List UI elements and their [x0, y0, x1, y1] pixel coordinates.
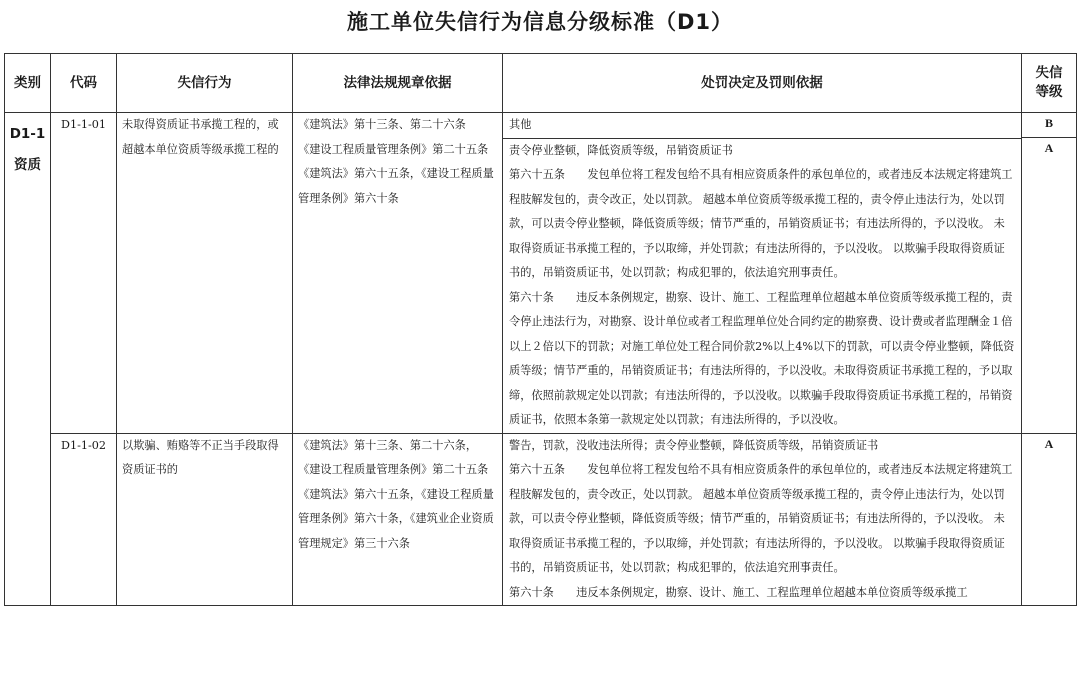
basis-line: 《建筑法》第十三条、第二十六条， [298, 438, 478, 452]
header-level-line2: 等级 [1035, 84, 1063, 100]
penalty-main [503, 139, 1021, 433]
table-row [5, 113, 1077, 434]
header-behavior: 失信行为 [117, 54, 293, 113]
level-badge: A [1044, 436, 1054, 451]
row-penalty [503, 113, 1022, 434]
row-code: D1-1-01 [51, 113, 117, 434]
table-header-row [5, 54, 1077, 113]
penalty-other: 其他 [503, 113, 1021, 139]
header-code: 代码 [51, 54, 117, 113]
category-code: D1-1 [9, 126, 46, 142]
penalty-main [503, 434, 1021, 606]
penalty-article: 第六十五条 发包单位将工程发包给不具有相应资质条件的承包单位的，或者违反本法规定将建筑工程肢解发包的，责令改正，处以罚款。 超越本单位资质等级承揽工程的，责令停止违法行为，处以罚款，可以责令停业整顿，降低资质等级；情节严重的，吊销资质证书；有违法所得的，予以没收。 未取得资质证书承揽工程的，予以取缔，并处罚款；有违法所得的，予以没收。 以欺骗手段取得资质证书的，吊销资质证书，处以罚款；构成犯罪的，依法追究刑事责任。 [509, 168, 1013, 279]
row-behavior: 未取得资质证书承揽工程的，或超越本单位资质等级承揽工程的 [117, 113, 293, 434]
penalty-article: 第六十条 违反本条例规定，勘察、设计、施工、工程监理单位超越本单位资质等级承揽工 [509, 585, 968, 599]
level-badge: A [1044, 141, 1054, 155]
basis-line: 《建筑法》第六十五条，《建设工程质量管理条例》第六十条 [298, 167, 494, 205]
row-legal-basis [293, 433, 503, 606]
category-name: 资质 [14, 157, 41, 173]
row-penalty [503, 433, 1022, 606]
basis-line: 《建筑法》第六十五条，《建设工程质量管理条例》第六十条，《建筑业企业资质管理规定》第三十六条 [298, 487, 494, 550]
row-behavior: 以欺骗、贿赂等不正当手段取得资质证书的 [117, 433, 293, 606]
header-category: 类别 [5, 54, 51, 113]
row-level [1022, 113, 1077, 434]
penalty-summary: 警告，罚款，没收违法所得；责令停业整顿，降低资质等级，吊销资质证书 [509, 438, 879, 452]
row-code: D1-1-02 [51, 433, 117, 606]
document-title: 施工单位失信行为信息分级标准（D1） [346, 10, 734, 34]
penalty-article: 第六十五条 发包单位将工程发包给不具有相应资质条件的承包单位的，或者违反本法规定将建筑工程肢解发包的，责令改正，处以罚款。 超越本单位资质等级承揽工程的，责令停止违法行为，处以罚款，可以责令停业整顿，降低资质等级；情节严重的，吊销资质证书；有违法所得的，予以没收。 未取得资质证书承揽工程的，予以取缔，并处罚款；有违法所得的，予以没收。 以欺骗手段取得资质证书的，吊销资质证书，处以罚款；构成犯罪的，依法追究刑事责任。 [509, 463, 1013, 574]
header-level-line1: 失信 [1035, 65, 1063, 81]
header-legal-basis: 法律法规规章依据 [293, 54, 503, 113]
level-badge: B [1022, 113, 1076, 138]
header-level [1022, 54, 1077, 113]
basis-line: 《建筑法》第十三条、第二十六条 [298, 118, 466, 131]
category-cell [5, 113, 51, 606]
header-penalty: 处罚决定及罚则依据 [503, 54, 1022, 113]
row-legal-basis [293, 113, 503, 434]
grading-standard-table [4, 53, 1077, 606]
penalty-summary: 责令停业整顿，降低资质等级，吊销资质证书 [509, 143, 733, 157]
row-level [1022, 433, 1077, 606]
table-row [5, 433, 1077, 606]
basis-line: 《建设工程质量管理条例》第二十五条 [298, 463, 489, 476]
penalty-article: 第六十条 违反本条例规定，勘察、设计、施工、工程监理单位超越本单位资质等级承揽工程的，责令停止违法行为，对勘察、设计单位或者工程监理单位处合同约定的勘察费、设计费或者监理酬金１倍以上２倍以下的罚款；对施工单位处工程合同价款2%以上4%以下的罚款，可以责令停业整顿，降低资质等级；情节严重的，吊销资质证书；有违法所得的，予以没收。未取得资质证书承揽工程的，予以取缔，依照前款规定处以罚款；有违法所得的，予以没收。以欺骗手段取得资质证书承揽工程的，吊销资质证书，依照本条第一款规定处以罚款；有违法所得的，予以没收。 [509, 290, 1015, 426]
basis-line: 《建设工程质量管理条例》第二十五条 [298, 142, 489, 156]
